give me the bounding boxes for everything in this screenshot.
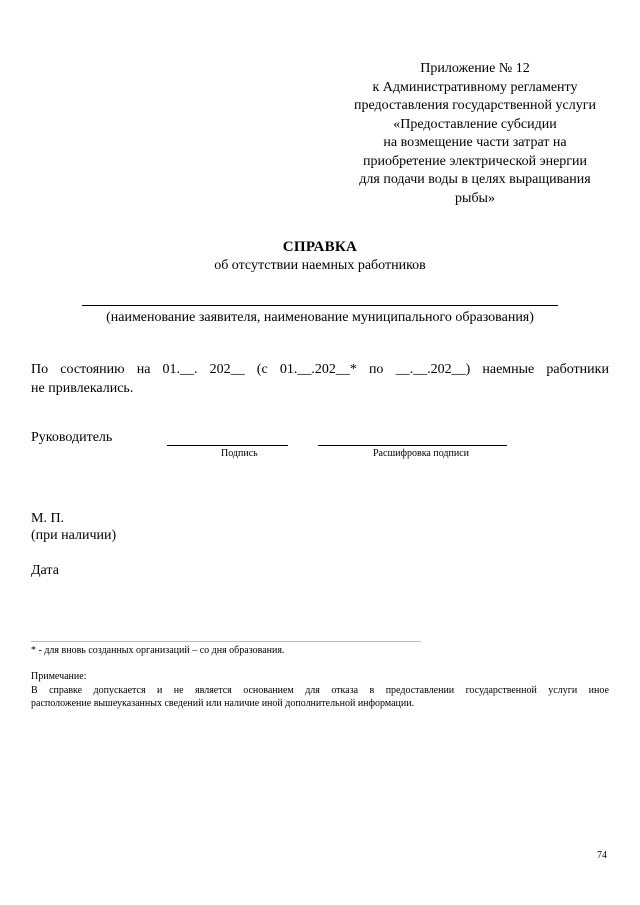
note-word: основанием xyxy=(243,685,294,696)
status-statement xyxy=(31,360,609,398)
appendix-block xyxy=(340,60,610,208)
appendix-line: на возмещение части затрат на xyxy=(383,135,567,150)
stamp-label: М. П. xyxy=(31,511,65,526)
statement-word: По xyxy=(31,362,49,377)
note-word: не xyxy=(173,685,184,696)
document-subtitle: об отсутствии наемных работников xyxy=(214,258,426,273)
signature-caption: Подпись xyxy=(221,448,258,459)
date-label: Дата xyxy=(31,563,59,578)
signature-decode-fill-line xyxy=(318,445,507,446)
statement-word: 01.__.202__* xyxy=(279,362,357,377)
page-number: 74 xyxy=(597,850,607,861)
note-word: в xyxy=(369,685,375,696)
statement-word: 01.__. xyxy=(162,362,198,377)
note-word: отказа xyxy=(331,685,359,696)
statement-word: 202__ xyxy=(209,362,245,377)
statement-word: работники xyxy=(546,362,609,377)
statement-line-1 xyxy=(31,360,609,379)
statement-word: по xyxy=(368,362,384,377)
note-word: государственной xyxy=(465,685,537,696)
signature-decode-caption: Расшифровка подписи xyxy=(373,448,469,459)
statement-word: на xyxy=(136,362,151,377)
footnote: * - для вновь созданных организаций – со дня образования. xyxy=(31,645,285,656)
appendix-line: для подачи воды в целях выращивания xyxy=(359,172,591,187)
statement-line-2: не привлекались. xyxy=(31,381,134,396)
statement-word: наемные xyxy=(482,362,535,377)
appendix-line: Приложение № 12 xyxy=(420,61,530,76)
note-word: для xyxy=(305,685,320,696)
document-title: СПРАВКА xyxy=(282,239,358,255)
note-word: и xyxy=(156,685,163,696)
note-line-1 xyxy=(31,684,609,697)
note-line-2: расположение вышеуказанных сведений или наличие иной дополнительной информации. xyxy=(31,698,415,709)
note-word: услуги xyxy=(548,685,578,696)
note-word: В xyxy=(31,685,38,696)
applicant-caption: (наименование заявителя, наименование муниципального образования) xyxy=(106,310,534,325)
note-word: является xyxy=(195,685,232,696)
note-word: справке xyxy=(49,685,83,696)
statement-word: состоянию xyxy=(60,362,125,377)
footnote-divider xyxy=(31,641,421,642)
head-label: Руководитель xyxy=(31,430,113,445)
note-word: иное xyxy=(588,685,609,696)
applicant-fill-line xyxy=(82,305,558,306)
note-word: допускается xyxy=(93,685,146,696)
appendix-line: к Административному регламенту xyxy=(372,79,578,95)
appendix-line: «Предоставление субсидии xyxy=(393,116,557,132)
statement-word: (с xyxy=(256,362,268,377)
statement-word: __.__.202__) xyxy=(395,362,471,377)
note-word: предоставлении xyxy=(385,685,455,696)
appendix-line: приобретение электрической энергии xyxy=(362,153,588,169)
signature-fill-line xyxy=(167,445,288,446)
note-heading: Примечание: xyxy=(31,671,87,682)
appendix-line: предоставления государственной услуги xyxy=(354,98,596,113)
note-text xyxy=(31,684,609,710)
stamp-note: (при наличии) xyxy=(31,528,117,543)
appendix-line: рыбы» xyxy=(455,190,495,206)
